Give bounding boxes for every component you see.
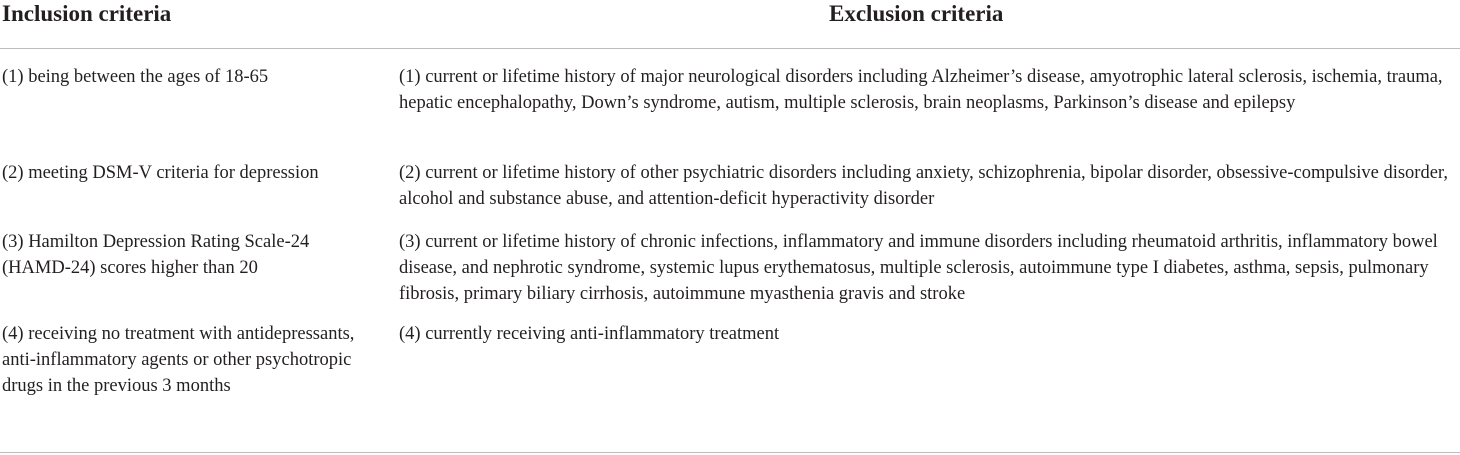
exclusion-cell: (4) currently receiving anti-inflammatory treatment	[399, 324, 780, 344]
inclusion-cell: (3) Hamilton Depression Rating Scale-24 (HAMD-24) scores higher than 20	[2, 232, 310, 278]
exclusion-criteria-header: Exclusion criteria	[829, 1, 1004, 26]
inclusion-cell: (2) meeting DSM-V criteria for depression	[2, 163, 319, 183]
exclusion-cell: (1) current or lifetime history of major neurological disorders including Alzheimer’s disease, amyotrophic lateral sclerosis, ischemia, trauma, hepatic encephalopathy, Down’s syndrome, autism, multiple sclerosis, brain neoplasms, Parkinson’s disease and epilepsy	[399, 67, 1443, 113]
table-bottom-rule	[0, 452, 1460, 453]
exclusion-cell: (3) current or lifetime history of chronic infections, inflammatory and immune disorders including rheumatoid arthritis, inflammatory bowel disease, and nephrotic syndrome, systemic lupus erythematosus, multiple sclerosis, autoimmune type I diabetes, asthma, sepsis, pulmonary fibrosis, primary biliary cirrhosis, autoimmune myasthenia gravis and stroke	[399, 232, 1438, 304]
inclusion-cell: (4) receiving no treatment with antidepressants, anti-inflammatory agents or other psychotropic drugs in the previous 3 months	[2, 324, 355, 396]
inclusion-criteria-header: Inclusion criteria	[2, 1, 172, 26]
inclusion-cell: (1) being between the ages of 18-65	[2, 67, 269, 87]
exclusion-cell: (2) current or lifetime history of other psychiatric disorders including anxiety, schizophrenia, bipolar disorder, obsessive-compulsive disorder, alcohol and substance abuse, and attention-deficit hyperactivity disorder	[399, 163, 1448, 209]
table-header	[0, 0, 1460, 49]
